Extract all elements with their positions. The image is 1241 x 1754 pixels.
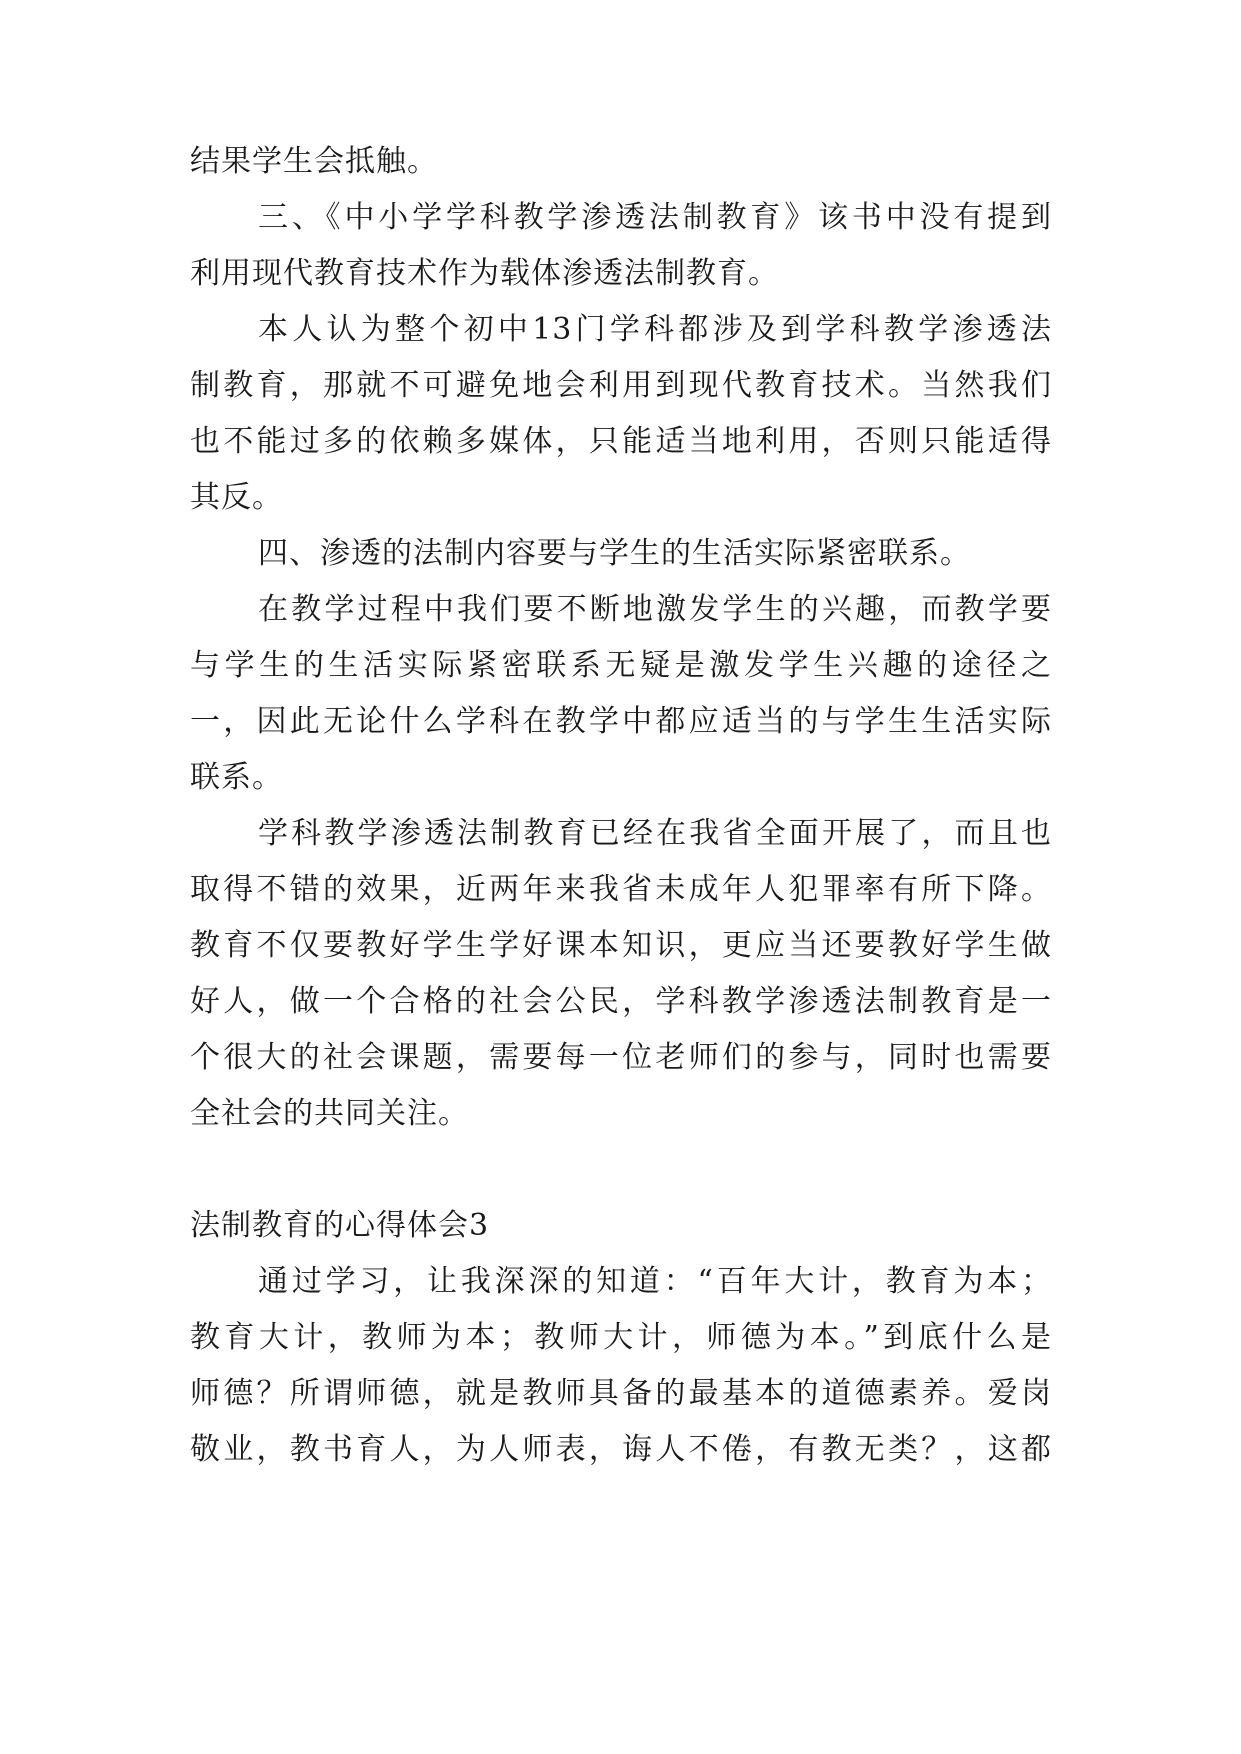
paragraph-line: 其反。 — [190, 480, 283, 515]
paragraph-line: 四、渗透的法制内容要与学生的生活实际紧密联系。 — [258, 536, 971, 571]
section-heading: 法制教育的心得体会3 — [190, 1208, 490, 1243]
paragraph-line: 好人，做一个合格的社会公民，学科教学渗透法制教育是一 — [190, 984, 1052, 1019]
paragraph-line: 联系。 — [190, 760, 283, 795]
paragraph-line: 个很大的社会课题，需要每一位老师们的参与，同时也需要 — [190, 1040, 1052, 1075]
paragraph-line: 取得不错的效果，近两年来我省未成年人犯罪率有所下降。 — [190, 872, 1052, 907]
paragraph-line: 也不能过多的依赖多媒体，只能适当地利用，否则只能适得 — [190, 424, 1052, 459]
paragraph-line: 一，因此无论什么学科在教学中都应适当的与学生生活实际 — [190, 704, 1052, 739]
paragraph-line: 通过学习，让我深深的知道：“百年大计，教育为本； — [258, 1264, 1052, 1299]
paragraph-line: 学科教学渗透法制教育已经在我省全面开展了，而且也 — [258, 816, 1052, 851]
paragraph-line: 教育大计，教师为本；教师大计，师德为本。”到底什么是 — [190, 1320, 1052, 1355]
paragraph-line: 敬业，教书育人，为人师表，诲人不倦，有教无类？，这都 — [190, 1432, 1052, 1467]
paragraph-line: 本人认为整个初中13门学科都涉及到学科教学渗透法 — [258, 312, 1052, 347]
paragraph-line: 在教学过程中我们要不断地激发学生的兴趣，而教学要 — [258, 592, 1052, 627]
paragraph-line: 结果学生会抵触。 — [190, 144, 438, 179]
paragraph-line: 利用现代教育技术作为载体渗透法制教育。 — [190, 256, 779, 291]
paragraph-line: 师德？所谓师德，就是教师具备的最基本的道德素养。爱岗 — [190, 1376, 1052, 1411]
paragraph-line: 教育不仅要教好学生学好课本知识，更应当还要教好学生做 — [190, 928, 1052, 963]
paragraph-line: 与学生的生活实际紧密联系无疑是激发学生兴趣的途径之 — [190, 648, 1052, 683]
paragraph-line: 制教育，那就不可避免地会利用到现代教育技术。当然我们 — [190, 368, 1052, 403]
paragraph-line: 全社会的共同关注。 — [190, 1096, 469, 1131]
paragraph-line: 三、《中小学学科教学渗透法制教育》该书中没有提到 — [258, 200, 1052, 235]
